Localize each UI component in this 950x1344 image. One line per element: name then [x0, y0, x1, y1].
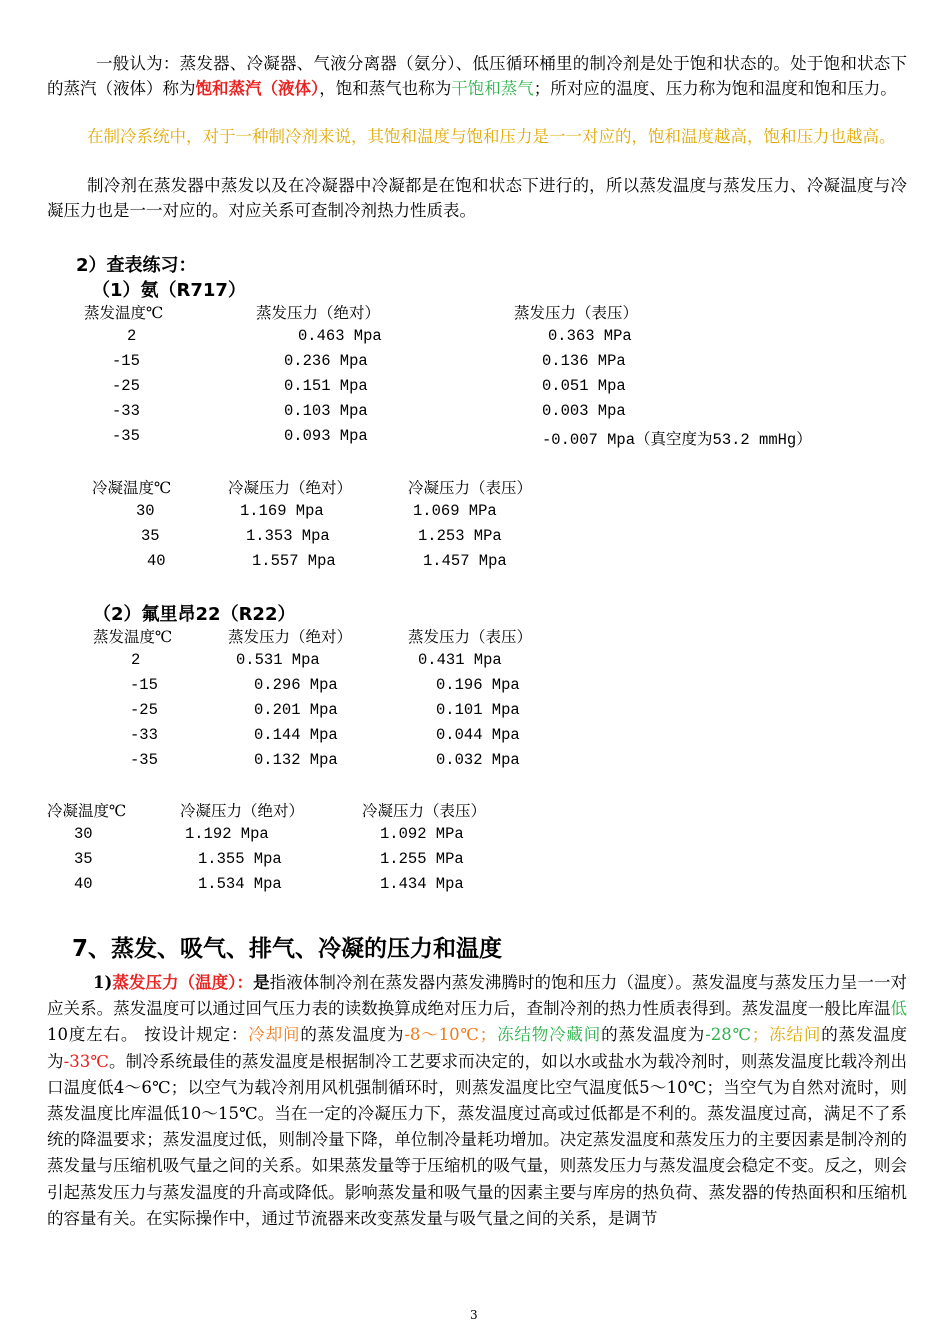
table-cell: -15	[112, 352, 140, 370]
intro-text-e: ；所对应的温度、压力称为饱和温度和饱和压力。	[533, 78, 897, 98]
ammonia-heading: （1）氨（R717）	[92, 280, 246, 301]
table-cell: 0.051 Mpa	[542, 377, 626, 395]
table-header: 冷凝温度℃	[47, 802, 127, 820]
table-cell: -33	[112, 402, 140, 420]
lead-is: 是	[253, 973, 270, 992]
table-cell: 1.253 MPa	[418, 527, 502, 545]
table-header: 冷凝压力（表压）	[408, 479, 533, 497]
table-cell: 0.044 Mpa	[436, 726, 520, 744]
table-cell: 0.132 Mpa	[254, 751, 338, 769]
table-header: 蒸发温度℃	[93, 628, 173, 646]
table-cell: 1.169 Mpa	[240, 502, 324, 520]
body-text: 的蒸发温度为	[300, 1025, 405, 1045]
table-cell: 2	[131, 651, 141, 669]
table-cell: 40	[74, 875, 93, 893]
table-cell: 1.092 MPa	[380, 825, 464, 843]
table-header: 冷凝温度℃	[92, 479, 172, 497]
table-cell: 1.353 Mpa	[246, 527, 330, 545]
table-cell: 1.434 Mpa	[380, 875, 464, 893]
table-cell: 1.457 Mpa	[423, 552, 507, 570]
table-cell: 40	[147, 552, 166, 570]
table-cell: 30	[74, 825, 93, 843]
separator: ；	[751, 1025, 769, 1045]
dry-saturated-vapor-term: 干饱和蒸气	[451, 78, 534, 98]
table-cell: -0.007 Mpa（真空度为53.2 mmHg）	[542, 431, 812, 449]
table-cell: 30	[136, 502, 155, 520]
r22-heading: （2）氟里昂22（R22）	[93, 604, 296, 625]
table-header: 冷凝压力（表压）	[362, 802, 487, 820]
body-text: 的蒸发温度为	[601, 1025, 706, 1045]
table-header: 冷凝压力（绝对）	[180, 802, 305, 820]
table-cell: 0.431 Mpa	[418, 651, 502, 669]
table-cell: -33	[130, 726, 158, 744]
table-cell: 35	[74, 850, 93, 868]
table-cell: 0.101 Mpa	[436, 701, 520, 719]
table-cell: 2	[127, 327, 137, 345]
intro-paragraph-1	[47, 52, 907, 101]
table-header: 蒸发压力（绝对）	[228, 628, 353, 646]
frozen-storage-temp: -28℃	[705, 1025, 752, 1045]
table-cell: -25	[130, 701, 158, 719]
body-text: 的蒸发温度为	[47, 1025, 908, 1071]
table-cell: 1.534 Mpa	[198, 875, 282, 893]
separator: ；	[479, 1025, 497, 1045]
table-cell: 0.531 Mpa	[236, 651, 320, 669]
table-cell: 1.557 Mpa	[252, 552, 336, 570]
table-cell: 0.463 Mpa	[298, 327, 382, 345]
table-cell: -35	[130, 751, 158, 769]
evap-pressure-term: 蒸发压力（温度）：	[112, 973, 254, 992]
section-7-paragraph	[47, 970, 907, 1232]
table-cell: 1.192 Mpa	[185, 825, 269, 843]
cooling-room-term: 冷却间	[248, 1025, 301, 1045]
practice-heading: 2）查表练习：	[76, 255, 197, 276]
table-header: 蒸发压力（绝对）	[256, 304, 381, 322]
table-cell: 0.363 MPa	[548, 327, 632, 345]
table-cell: 1.355 Mpa	[198, 850, 282, 868]
body-text: 10度左右。 按设计规定：	[47, 1025, 249, 1045]
table-cell: 1.255 MPa	[380, 850, 464, 868]
table-cell: 0.032 Mpa	[436, 751, 520, 769]
table-cell: 0.296 Mpa	[254, 676, 338, 694]
table-cell: -25	[112, 377, 140, 395]
section-7-heading: 7、蒸发、吸气、排气、冷凝的压力和温度	[72, 936, 503, 962]
table-cell: 0.136 MPa	[542, 352, 626, 370]
lead-number: 1)	[93, 973, 113, 992]
low-word: 低	[890, 999, 907, 1019]
table-cell: 0.093 Mpa	[284, 427, 368, 445]
table-cell: 35	[141, 527, 160, 545]
table-cell: 0.144 Mpa	[254, 726, 338, 744]
table-cell: 0.201 Mpa	[254, 701, 338, 719]
table-cell: 0.003 Mpa	[542, 402, 626, 420]
freezing-room-term: 冻结间	[768, 1025, 822, 1045]
body-text: 指液体制冷剂在蒸发器内蒸发沸腾时的饱和压力（温度）。蒸发温度与蒸发压力呈一一对应关系。蒸发温度可以通过回气压力表的读数换算成绝对压力后，查制冷剂的热力性质表得到。蒸发温度一般比库温	[47, 973, 908, 1019]
table-cell: 1.069 MPa	[413, 502, 497, 520]
table-header: 冷凝压力（绝对）	[228, 479, 353, 497]
table-cell: 0.103 Mpa	[284, 402, 368, 420]
table-cell: -15	[130, 676, 158, 694]
intro-text-c: ，饱和蒸气也称为	[319, 78, 452, 98]
cooling-room-temp: -8～10℃	[404, 1025, 480, 1045]
frozen-storage-term: 冻结物冷藏间	[496, 1025, 602, 1045]
intro-paragraph-3: 制冷剂在蒸发器中蒸发以及在冷凝器中冷凝都是在饱和状态下进行的，所以蒸发温度与蒸发压力、冷凝温度与冷凝压力也是一一对应的。对应关系可查制冷剂热力性质表。	[47, 176, 907, 220]
table-cell: 0.196 Mpa	[436, 676, 520, 694]
table-header: 蒸发压力（表压）	[408, 628, 533, 646]
table-cell: 0.236 Mpa	[284, 352, 368, 370]
table-header: 蒸发压力（表压）	[514, 304, 639, 322]
table-cell: -35	[112, 427, 140, 445]
page-number: 3	[470, 1308, 478, 1322]
table-cell: 0.151 Mpa	[284, 377, 368, 395]
freezing-room-temp: -33℃	[63, 1051, 109, 1071]
saturated-vapor-term: 饱和蒸汽（液体）	[195, 78, 320, 98]
intro-text-a: 一般认为：蒸发器、冷凝器、气液分离器（氨分）、低压循环桶里的制冷剂是处于饱和状态的。处于饱和状态下的蒸汽（液体）称为	[47, 54, 907, 98]
table-header: 蒸发温度℃	[84, 304, 164, 322]
intro-paragraph-2: 在制冷系统中，对于一种制冷剂来说，其饱和温度与饱和压力是一一对应的，饱和温度越高，饱和压力也越高。	[87, 127, 896, 146]
body-text: 。制冷系统最佳的蒸发温度是根据制冷工艺要求而决定的，如以水或盐水为载冷剂时，则蒸发温度比载冷剂出口温度低4～6℃；以空气为载冷剂用风机强制循环时，则蒸发温度比空气温度低5～10℃；当空气为自然对流时，则蒸发温度比库温低10～15℃。当在一定的冷凝压力下，蒸发温度过高或过低都是不利的。蒸发温度过高，满足不了系统的降温要求；蒸发温度过低，则制冷量下降，单位制冷量耗功增加。决定蒸发温度和蒸发压力的主要因素是制冷剂的蒸发量与压缩机吸气量之间的关系。如果蒸发量等于压缩机的吸气量，则蒸发压力与蒸发温度会稳定不变。反之，则会引起蒸发压力与蒸发温度的升高或降低。影响蒸发量和吸气量的因素主要与库房的热负荷、蒸发器的传热面积和压缩机的容量有关。在实际操作中，通过节流器来改变蒸发量与吸气量之间的关系，是调节	[47, 1051, 908, 1228]
